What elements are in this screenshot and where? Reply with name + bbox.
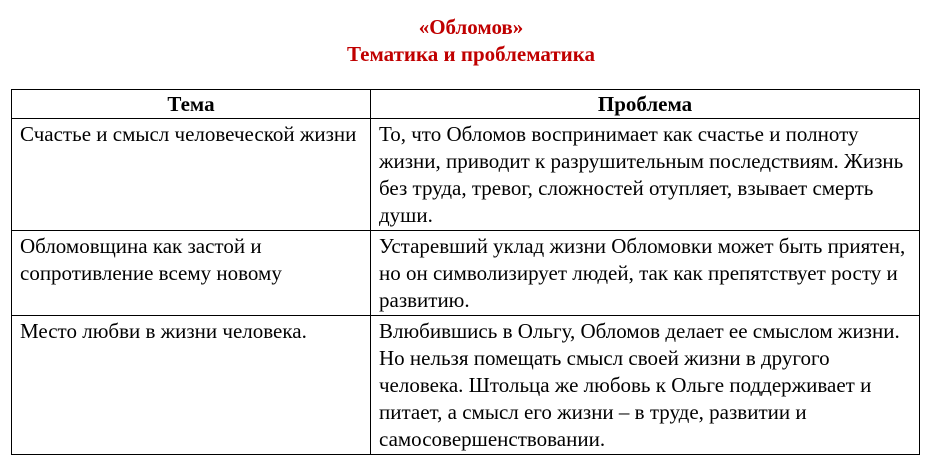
theme-cell: Обломовщина как застой и сопротивление всему новому bbox=[12, 231, 371, 316]
themes-problems-table bbox=[11, 89, 920, 455]
document-header bbox=[0, 14, 942, 68]
table-row bbox=[12, 119, 920, 231]
document-title: «Обломов» bbox=[418, 15, 524, 39]
table-row bbox=[12, 316, 920, 455]
table-header-row bbox=[12, 90, 920, 119]
theme-cell: Место любви в жизни человека. bbox=[12, 316, 371, 455]
theme-cell: Счастье и смысл человеческой жизни bbox=[12, 119, 371, 231]
column-header-problem: Проблема bbox=[371, 90, 920, 119]
problem-cell: То, что Обломов воспринимает как счастье и полноту жизни, приводит к разрушительным последствиям. Жизнь без труда, тревог, сложностей отупляет, взывает смерть души. bbox=[371, 119, 920, 231]
problem-cell: Влюбившись в Ольгу, Обломов делает ее смыслом жизни. Но нельзя помещать смысл своей жизни в другого человека. Штольца же любовь к Ольге поддерживает и питает, а смысл его жизни – в труде, развитии и самосовершенствовании. bbox=[371, 316, 920, 455]
column-header-theme: Тема bbox=[12, 90, 371, 119]
problem-cell: Устаревший уклад жизни Обломовки может быть приятен, но он символизирует людей, так как препятствует росту и развитию. bbox=[371, 231, 920, 316]
table-row bbox=[12, 231, 920, 316]
document-subtitle: Тематика и проблематика bbox=[346, 42, 596, 66]
